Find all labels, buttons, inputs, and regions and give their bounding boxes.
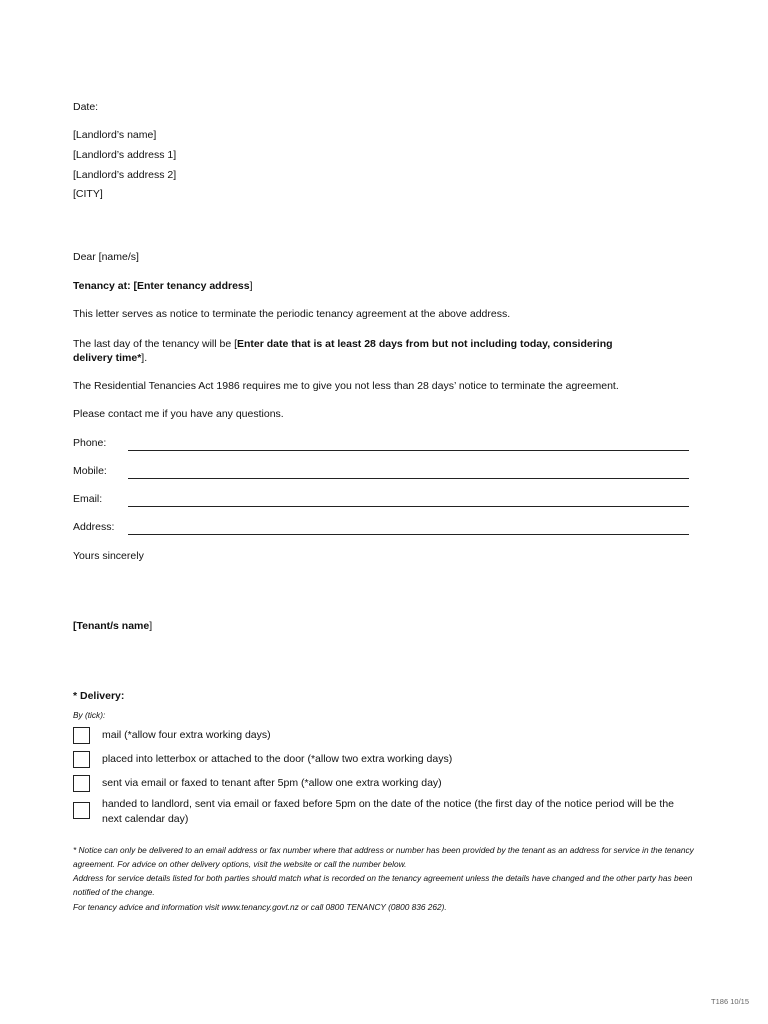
act-statement: The Residential Tenancies Act 1986 requires me to give you not less than 28 days’ notice to terminate the agreement. bbox=[73, 380, 619, 392]
landlord-city: [CITY] bbox=[73, 188, 103, 200]
by-tick-label: By (tick): bbox=[73, 710, 106, 720]
last-day-paragraph bbox=[73, 337, 673, 365]
last-day-suffix: ]. bbox=[141, 352, 148, 364]
date-label: Date: bbox=[73, 101, 99, 113]
mobile-label: Mobile: bbox=[73, 465, 107, 477]
tenancy-address-close: ] bbox=[249, 280, 253, 292]
landlord-name: [Landlord’s name] bbox=[73, 129, 157, 141]
email-line[interactable] bbox=[128, 506, 689, 507]
landlord-address-1: [Landlord’s address 1] bbox=[73, 149, 177, 161]
delivery-time-reference: delivery time* bbox=[73, 352, 142, 364]
address-label: Address: bbox=[73, 521, 115, 533]
address-for-service-note: Address for service details listed for both parties should match what is recorded on the tenancy agreement unless the details have changed and the other party has been notified of the change. bbox=[73, 873, 693, 897]
salutation: Dear [name/s] bbox=[73, 251, 139, 263]
email-after-5pm-checkbox[interactable] bbox=[73, 775, 90, 792]
letterbox-option-label: placed into letterbox or attached to the door (*allow two extra working days) bbox=[102, 753, 453, 765]
contact-field-email[interactable] bbox=[73, 493, 689, 507]
delivery-heading: * Delivery: bbox=[73, 690, 125, 702]
intro-paragraph: This letter serves as notice to terminate the periodic tenancy agreement at the above address. bbox=[73, 308, 511, 320]
contact-field-address[interactable] bbox=[73, 521, 689, 535]
contact-field-mobile[interactable] bbox=[73, 465, 689, 479]
closing: Yours sincerely bbox=[73, 550, 144, 562]
contact-field-phone[interactable] bbox=[73, 437, 689, 451]
letterbox-checkbox[interactable] bbox=[73, 751, 90, 768]
last-day-instruction: Enter date that is at least 28 days from but not including today, considering bbox=[237, 338, 613, 350]
tenancy-address-line bbox=[73, 280, 253, 292]
phone-label: Phone: bbox=[73, 437, 107, 449]
last-day-prefix: The last day of the tenancy will be [ bbox=[73, 338, 238, 350]
contact-request: Please contact me if you have any questions. bbox=[73, 408, 284, 420]
email-fax-note: * Notice can only be delivered to an email address or fax number where that address or number has been provided by the tenant as an address for service in the tenancy agreement. For advice on other delivery options, visit the website or call the number below. bbox=[73, 845, 694, 869]
handed-option-label: handed to landlord, sent via email or faxed before 5pm on the date of the notice (the first day of the notice period will be the next calendar day) bbox=[102, 798, 675, 825]
landlord-address-2: [Landlord’s address 2] bbox=[73, 169, 177, 181]
form-code: T186 10/15 bbox=[711, 997, 749, 1006]
phone-line[interactable] bbox=[128, 450, 689, 451]
tenant-name: [Tenant/s name bbox=[73, 620, 150, 632]
email-after-5pm-option-label: sent via email or faxed to tenant after 5pm (*allow one extra working day) bbox=[102, 777, 442, 789]
mobile-line[interactable] bbox=[128, 478, 689, 479]
tenancy-address-label: Tenancy at: [Enter tenancy address bbox=[73, 280, 250, 292]
email-label: Email: bbox=[73, 493, 103, 505]
handed-checkbox[interactable] bbox=[73, 802, 90, 819]
tenancy-advice-note: For tenancy advice and information visit www.tenancy.govt.nz or call 0800 TENANCY (0800 836 262). bbox=[73, 902, 447, 912]
mail-option-label: mail (*allow four extra working days) bbox=[102, 729, 271, 741]
signature-line bbox=[73, 620, 152, 632]
mail-checkbox[interactable] bbox=[73, 727, 90, 744]
tenant-name-close: ] bbox=[149, 620, 153, 632]
address-line[interactable] bbox=[128, 534, 689, 535]
